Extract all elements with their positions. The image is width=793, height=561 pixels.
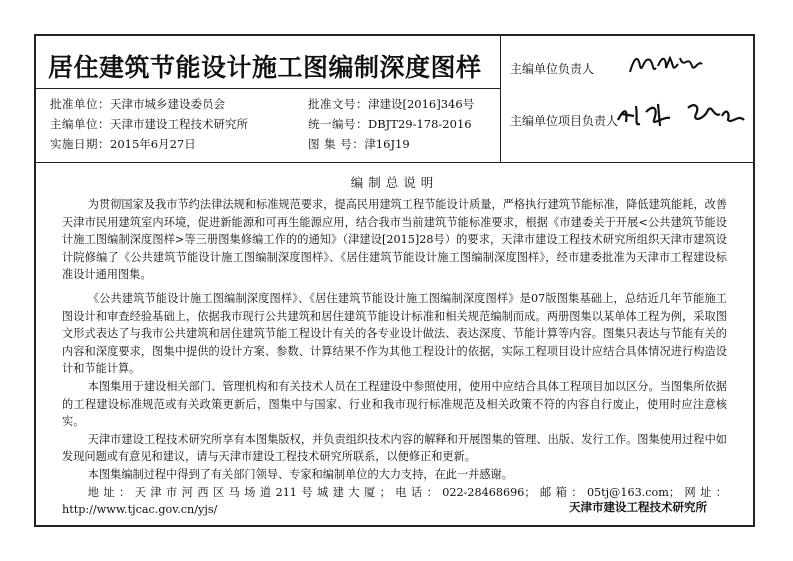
atlas-no: [308, 136, 410, 152]
approve-doc-label: 批准文号：: [308, 97, 368, 111]
editor-head-signature: [626, 48, 706, 80]
unified-no-label: 统一编号：: [308, 117, 368, 131]
approve-unit: [50, 96, 225, 112]
footer-organization: 天津市建设工程技术研究所: [569, 500, 707, 514]
paragraph-copyright: 天津市建设工程技术研究所享有本图集版权，并负责组织技术内容的解释和开展图集的管理、出版、发行工作。图集使用过程中如发现问题或有意见和建议，请与天津市建设工程技术研究所联系，以便修正和更新。: [62, 432, 727, 464]
editor-unit: [50, 116, 248, 132]
approve-unit-label: 批准单位：: [50, 97, 110, 111]
impl-date: [50, 136, 196, 152]
approve-doc-value: 津建设[2016]346号: [368, 97, 475, 111]
project-head-label: 主编单位项目负责人: [510, 114, 619, 128]
impl-date-label: 实施日期：: [50, 137, 110, 151]
document-frame: [34, 34, 755, 527]
paragraph-contact: 地址：天津市河西区马场道211号城建大厦；电话：022-28468696；邮箱：05tj@163.com；网址：http://www.tjcac.gov.cn/yjs/: [62, 485, 727, 517]
unified-no: [308, 116, 472, 132]
impl-date-value: 2015年6月27日: [110, 137, 196, 151]
paragraph-basis: 《公共建筑节能设计施工图编制深度图样》、《居住建筑节能设计施工图编制深度图样》是07版图集基础上，总结近几年节能施工图设计和审查经验基础上，依据我市现行公共建筑和居住建筑节能设计标准和相关规范编制而成。两册图集以某单体工程为例，采取图文形式表达了与我市公共建筑和居住建筑节能工程设计有关的各专业设计做法、表达深度、节能计算等内容。图集只表达与节能有关的内容和深度要求，图集中提供的设计方案、参数、计算结果不作为其他工程设计的依据，实际工程项目设计应结合具体情况进行构造设计和节能计算。: [62, 291, 727, 376]
title-underline: [36, 88, 500, 89]
description-body: [62, 196, 727, 519]
unified-no-value: DBJT29-178-2016: [368, 117, 472, 131]
header-divider: [36, 162, 753, 163]
section-title: 编制总说明: [350, 175, 439, 190]
paragraph-thanks: 本图集编制过程中得到了有关部门领导、专家和编制单位的大力支持，在此一并感谢。: [87, 467, 513, 481]
editor-head-label: 主编单位负责人: [510, 62, 595, 76]
page-title: 居住建筑节能设计施工图编制深度图样: [48, 53, 482, 82]
header-vertical-divider: [500, 36, 501, 162]
editor-unit-value: 天津市建设工程技术研究所: [110, 117, 248, 131]
paragraph-purpose: 为贯彻国家及我市节约法律法规和标准规范要求，提高民用建筑工程节能设计质量，严格执行建筑节能标准，降低建筑能耗，改善天津市民用建筑室内环境，促进新能源和可再生能源应用，结合我市当前建筑节能标准要求，根据《市建委关于开展<公共建筑节能设计施工图编制深度图样>等三册图集修编工作的的通知》（津建设[2015]28号）的要求，天津市建设工程技术研究所组织天津市建筑设计院修编了《公共建筑节能设计施工图编制深度图样》、《居住建筑节能设计施工图编制深度图样》，经市建委批准为天津市工程建设标准设计通用图集。: [62, 198, 727, 282]
paragraph-scope: 本图集用于建设相关部门、管理机构和有关技术人员在工程建设中参照使用，使用中应结合具体工程项目加以区分。当图集所依据的工程建设标准规范或有关政策更新后，图集中与国家、行业和我市现行标准规范及相关政策不符的内容自行废止，使用时应注意核实。: [62, 379, 727, 429]
editor-unit-label: 主编单位：: [50, 117, 110, 131]
approve-unit-value: 天津市城乡建设委员会: [110, 97, 225, 111]
project-head-signature: [614, 98, 754, 134]
atlas-no-value: 津16J19: [364, 137, 410, 151]
atlas-no-label: 图 集 号：: [308, 137, 365, 151]
approve-doc: [308, 96, 474, 112]
